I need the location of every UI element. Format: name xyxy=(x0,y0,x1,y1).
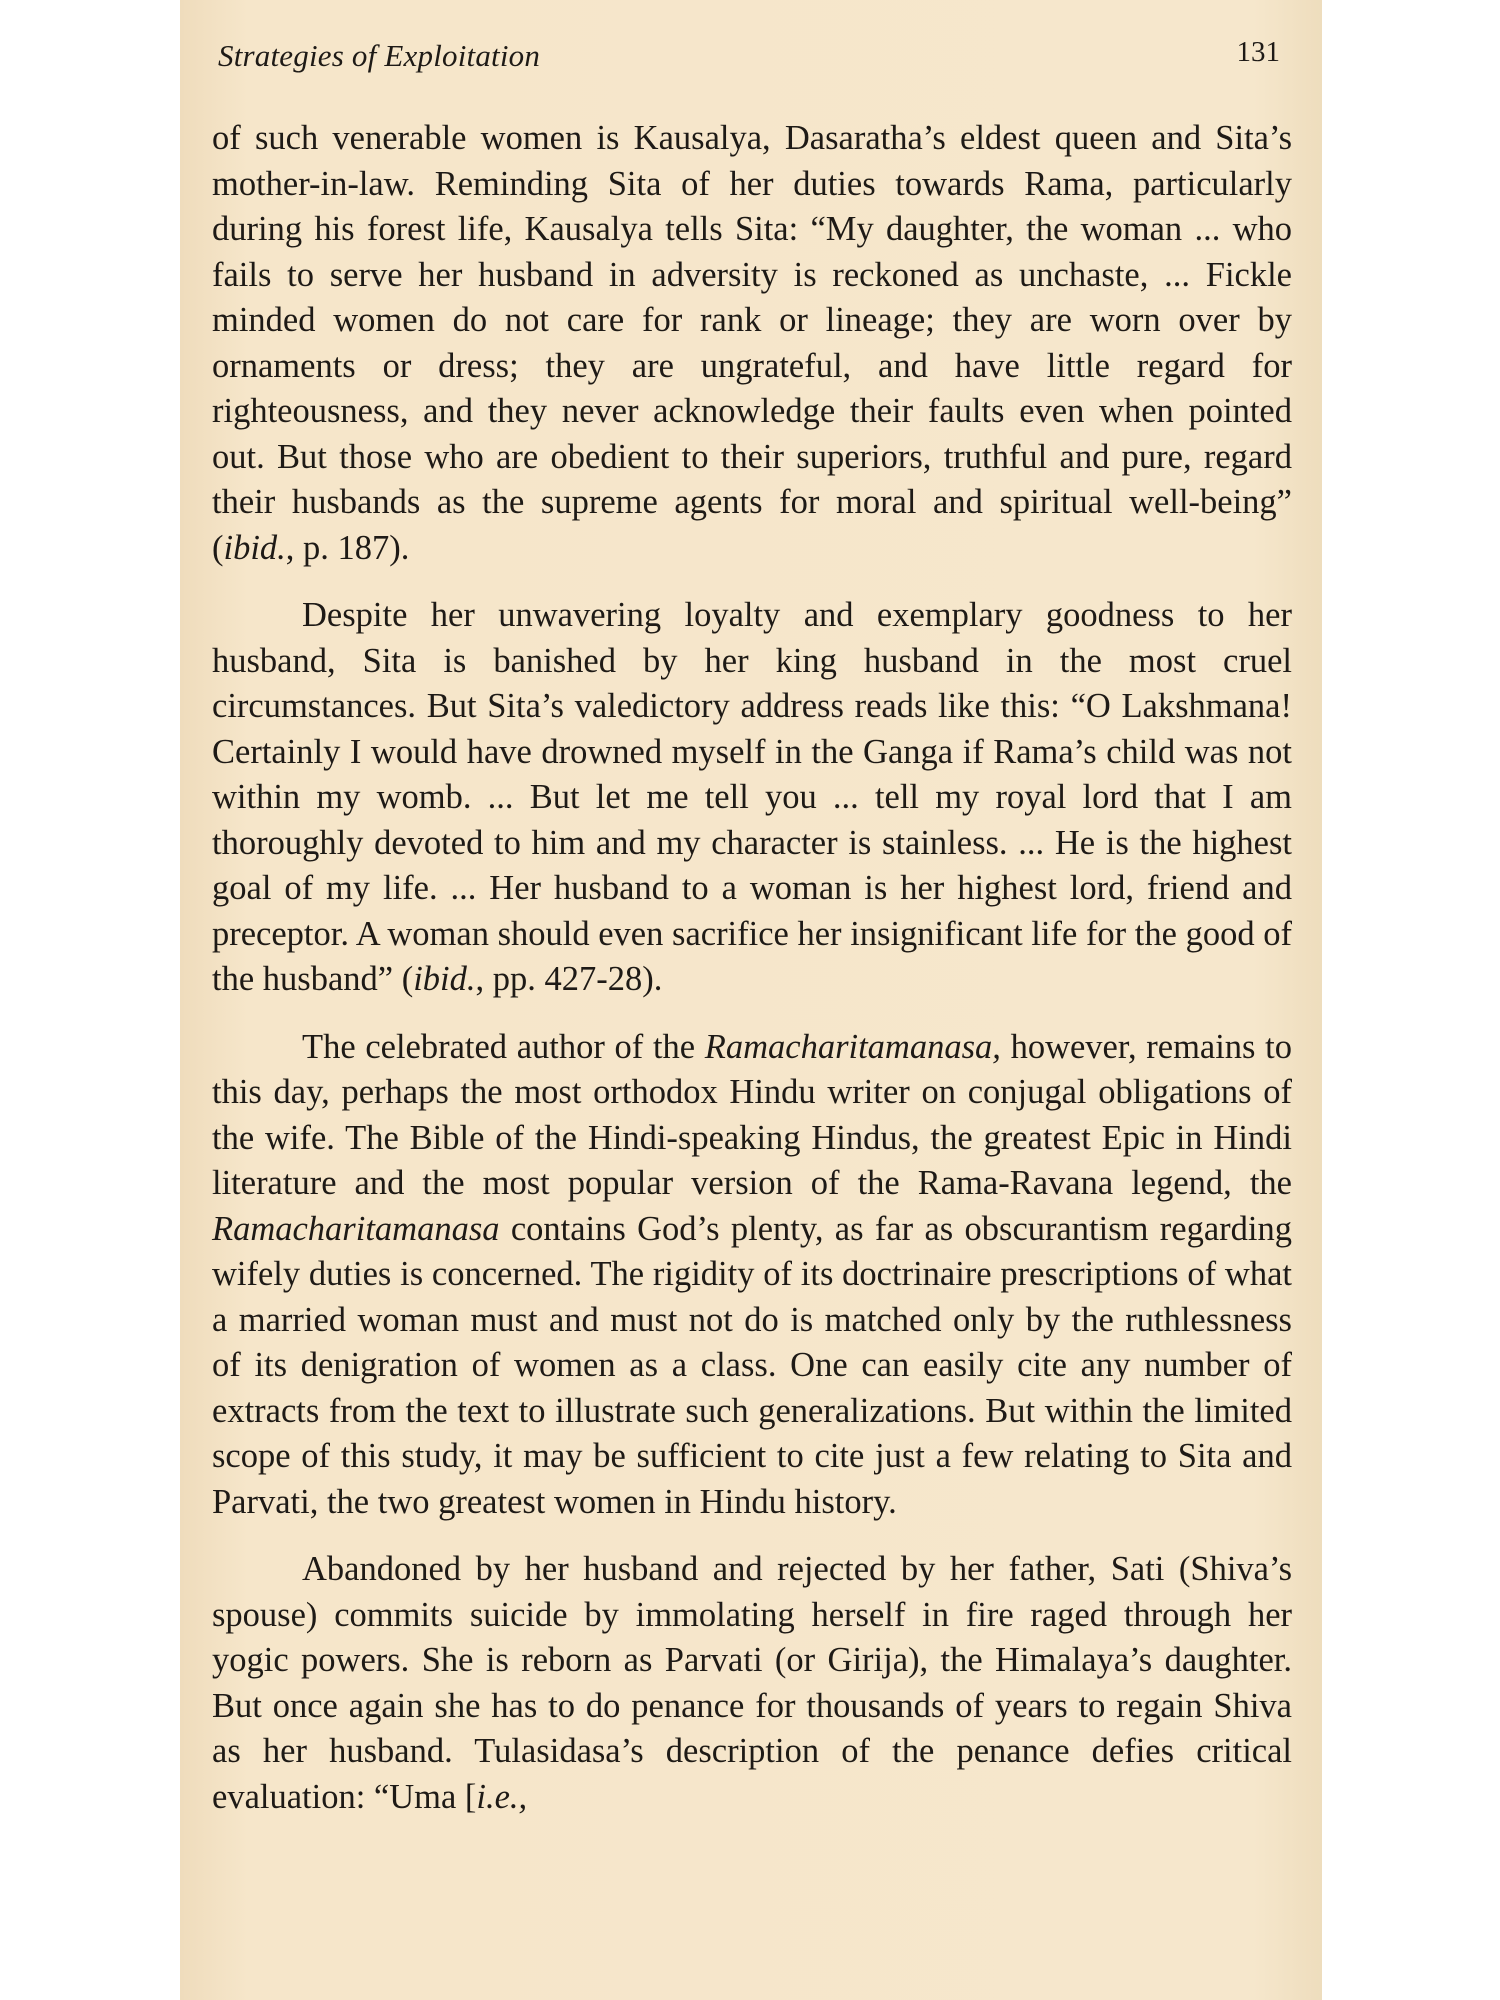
italic-citation: ibid. xyxy=(413,960,476,998)
text-span: contains God’s plenty, as far as obscurantism regarding wifely duties is concerned. The rigidity of its doctrinaire prescriptions of what a married woman must and must not do is matched only by the ruthlessness of its denigration of women as a class. One can easily cite any number of extracts from the text to illustrate such generalizations. But within the limited scope of this study, it may be sufficient to cite just a few relating to Sita and Parvati, the two greatest women in Hindu history. xyxy=(212,1209,1292,1521)
paragraph xyxy=(212,1025,1292,1526)
book-page xyxy=(180,0,1322,2000)
italic-abbreviation: i.e., xyxy=(476,1777,528,1816)
italic-title: Ramacharitamanasa, xyxy=(704,1027,1001,1066)
body-text xyxy=(212,116,1292,1820)
text-span: The celebrated author of the xyxy=(302,1027,705,1066)
text-span: however, remains to this day, perhaps the most orthodox Hindu writer on conjugal obligations of the wife. The Bible of the Hindi-speaking Hindus, the greatest Epic in Hindi literature and the most popular version of the Rama-Ravana legend, the xyxy=(212,1027,1292,1202)
text-span: Abandoned by her husband and rejected by her father, Sati (Shiva’s spouse) commits suicide by immolating herself in fire raged through her yogic powers. She is reborn as Parvati (or Girija), the Himalaya’s daughter. But once again she has to do penance for thousands of years to regain Shiva as her husband. Tulasidasa’s description of the penance defies critical evaluation: “Uma [ xyxy=(212,1550,1292,1816)
page-number: 131 xyxy=(1236,36,1280,68)
paragraph xyxy=(212,593,1292,1003)
paragraph xyxy=(212,1547,1292,1820)
text-span: , pp. 427-28). xyxy=(475,960,663,998)
text-span: , p. 187). xyxy=(285,528,410,567)
paragraph xyxy=(212,116,1292,571)
text-span: Despite her unwavering loyalty and exemplary goodness to her husband, Sita is banished by her king husband in the most cruel circumstances. But Sita’s valedictory address reads like this: “O Lakshmana! Certainly I would have drowned myself in the Ganga if Rama’s child was not within my womb. ... But let me tell you ... tell my royal lord that I am thoroughly devoted to him and my character is stainless. ... He is the highest goal of my life. ... Her husband to a woman is her highest lord, friend and preceptor. A woman should even sacrifice her insignificant life for the good of the husband” ( xyxy=(212,596,1292,998)
running-head: Strategies of Exploitation xyxy=(218,38,541,73)
italic-title: Ramacharitamanasa xyxy=(212,1209,500,1248)
italic-citation: ibid. xyxy=(223,528,286,567)
text-span: of such venerable women is Kausalya, Dasaratha’s eldest queen and Sita’s mother-in-law. Reminding Sita of her duties towards Rama, particularly during his forest life, Kausalya tells Sita: “My daughter, the woman ... who fails to serve her husband in adversity is reckoned as unchaste, ... Fickle minded women do not care for rank or lineage; they are worn over by ornaments or dress; they are ungrateful, and have little regard for righteousness, and they never acknowledge their faults even when pointed out. But those who are obedient to their superiors, truthful and pure, regard their husbands as the supreme agents for moral and spiritual well-being” ( xyxy=(212,119,1292,567)
